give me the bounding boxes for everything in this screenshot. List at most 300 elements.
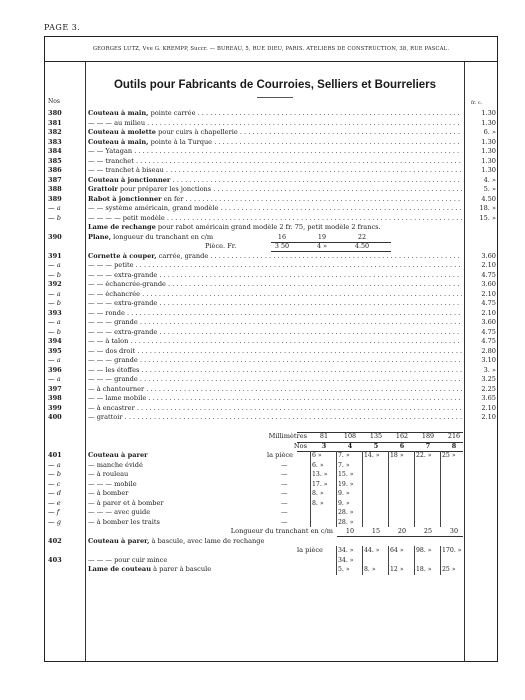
item-price: 1.30 [481, 156, 496, 165]
list-item [45, 413, 499, 423]
column-divider [414, 480, 415, 490]
item-number: 401 [48, 451, 62, 459]
catalog-list [45, 109, 499, 575]
list-item [45, 252, 499, 262]
item-description [88, 223, 462, 233]
column-divider [336, 480, 337, 490]
item-name: Plane, [88, 232, 112, 241]
item-description [88, 109, 462, 119]
item-description: — — à talon . . . [88, 337, 462, 347]
price-cell: 17. » [312, 480, 328, 488]
item-price: 3.65 [481, 394, 496, 402]
item-number: 389 [48, 194, 62, 203]
item-number: — b [48, 213, 61, 222]
item-description: — — système américain, grand modèle . . . [88, 204, 462, 214]
price-cell: 64 » [390, 547, 404, 554]
column-divider [440, 556, 441, 566]
item-price: 6. » [483, 128, 496, 136]
price-cell: 28. » [338, 509, 354, 516]
ditto-mark: — [281, 470, 288, 478]
price-cell: 12 » [390, 566, 404, 573]
list-item [45, 499, 499, 509]
column-divider [414, 499, 415, 509]
column-divider [388, 489, 389, 499]
column-divider [440, 489, 441, 499]
item-description: — — échancrée-grande . . . [88, 280, 462, 290]
plane-price-cell: 4.50 [354, 242, 370, 250]
column-divider [362, 508, 363, 518]
item-description: — — — grande . . . [88, 318, 462, 328]
plane-price-cell: 3 50 [274, 242, 290, 250]
company-header: GEORGES LUTZ, Vve G. KREMPP, Succr. — BUREAU, 5, RUE DIEU, PARIS. ATELIERS DE CONSTRUCTION, 38, RUE PASCAL. [92, 46, 450, 52]
item-number: — c [48, 479, 61, 488]
item-detail: pointe à la Turque [148, 137, 213, 146]
column-divider [388, 508, 389, 518]
list-item [45, 470, 499, 480]
item-description: — — — petite . . . [88, 261, 462, 271]
item-description: — — — extra-grande . . . [88, 299, 462, 309]
item-price: 4. » [483, 175, 496, 184]
column-divider [362, 518, 363, 528]
item-price: 2.10 [481, 308, 496, 317]
millimetre-cell: 162 [395, 432, 409, 440]
column-divider [336, 489, 337, 499]
bascule-price-row [45, 546, 499, 556]
millimetre-cell: 81 [319, 432, 329, 440]
column-divider [362, 470, 363, 480]
table-header-label: Millimètres [268, 432, 307, 440]
item-description: — à parer et à bomber [88, 498, 164, 507]
ditto-mark: — [281, 517, 288, 526]
column-divider [362, 461, 363, 471]
item-number: 381 [48, 118, 62, 127]
item-price: 4.75 [481, 337, 496, 345]
column-divider [414, 470, 415, 480]
column-divider [414, 556, 415, 566]
item-number: 392 [48, 280, 62, 288]
length-cell: 15 [371, 527, 381, 535]
price-cell: 9. » [338, 490, 350, 497]
item-price: 2.10 [481, 261, 496, 269]
item-detail: pour préparer les jonctions [117, 185, 212, 193]
price-cell: 170. » [442, 547, 462, 554]
item-name: Couteau à molette [88, 128, 156, 136]
column-divider [310, 508, 311, 518]
item-number: 380 [48, 109, 62, 117]
price-cell: 98. » [416, 547, 432, 554]
item-description: — à bomber les traits [88, 517, 160, 526]
column-divider [336, 451, 337, 461]
list-item [45, 318, 499, 328]
item-number: — e [48, 498, 61, 507]
item-number: 383 [48, 137, 62, 146]
item-number: 391 [48, 251, 62, 260]
column-divider [310, 499, 311, 509]
list-item [45, 451, 499, 461]
item-description [88, 252, 462, 262]
item-description [88, 537, 462, 547]
column-divider [310, 470, 311, 480]
item-number: — f [48, 508, 60, 516]
item-price: 1.30 [481, 147, 496, 155]
item-description: — — — au milieu . . . [88, 119, 462, 129]
length-cell: 30 [449, 527, 459, 535]
column-divider [388, 556, 389, 566]
price-cell: 13. » [312, 471, 328, 478]
list-item [45, 375, 499, 385]
item-price: 2.80 [481, 346, 496, 355]
item-description: — — ronde . . . [88, 309, 462, 319]
item-detail: carrée, grande [156, 251, 209, 260]
item-price: 2.10 [481, 413, 496, 421]
item-description: — grattoir . . . [88, 413, 462, 423]
millimetre-cell: 216 [447, 432, 461, 440]
list-item [45, 204, 499, 214]
item-price: 2.10 [481, 403, 496, 412]
table-header-label: Nos [293, 441, 307, 450]
item-number: 387 [48, 175, 62, 184]
item-price: 1.30 [481, 166, 496, 174]
list-item [45, 489, 499, 499]
item-price: 3.25 [481, 375, 496, 383]
item-price: 2.25 [481, 384, 496, 393]
catalog-page-frame [44, 36, 498, 662]
item-description: — — — avec guide [88, 508, 151, 516]
column-divider [336, 565, 337, 575]
unit-label: la pièce [297, 546, 323, 554]
column-divider [440, 518, 441, 528]
item-number: — a [48, 204, 61, 212]
item-number: 399 [48, 403, 62, 412]
column-divider [440, 480, 441, 490]
item-number: — b [48, 327, 61, 336]
column-divider [362, 451, 363, 461]
item-number: — b [48, 299, 61, 307]
column-divider [362, 546, 363, 556]
item-number: — a [48, 261, 61, 269]
column-divider [336, 461, 337, 471]
item-detail: à bascule, avec lame de rechange [149, 536, 265, 545]
item-price: 3.60 [481, 251, 496, 260]
column-divider [310, 461, 311, 471]
item-number: 388 [48, 185, 62, 193]
page-title: Outils pour Fabricants de Courroies, Selliers et Bourreliers [113, 79, 437, 91]
price-cell: 7. » [338, 461, 350, 469]
item-number: — a [48, 318, 61, 326]
price-cell: 34. » [338, 556, 354, 564]
item-name: Rabot à jonctionner [88, 194, 162, 203]
list-item [45, 565, 499, 575]
column-divider [414, 518, 415, 528]
price-cell: 25 » [442, 452, 456, 459]
plane-size-cell: 22 [357, 232, 367, 241]
ditto-mark: — [281, 508, 288, 516]
title-underline [257, 97, 293, 98]
item-number: 398 [48, 394, 62, 402]
item-number: 403 [48, 555, 62, 564]
column-divider [362, 565, 363, 575]
bascule-length-row [45, 527, 499, 537]
list-item [45, 480, 499, 490]
item-price: 5. » [483, 185, 496, 193]
item-number: — b [48, 470, 61, 478]
price-cell: 18 » [390, 452, 404, 459]
list-item [45, 119, 499, 129]
item-number: 384 [48, 147, 62, 155]
item-description [88, 176, 462, 186]
column-divider [310, 480, 311, 490]
list-item [45, 385, 499, 395]
list-item [45, 242, 499, 252]
item-description: — à encastrer . . . [88, 404, 462, 414]
item-price: 1.30 [481, 137, 496, 146]
column-divider [440, 451, 441, 461]
item-description: — à rouleau [88, 470, 129, 478]
item-name: Lame de couteau [88, 565, 151, 573]
item-description: — — — grande . . . [88, 356, 462, 366]
column-divider [310, 489, 311, 499]
item-description: — — lame mobile . . . [88, 394, 462, 404]
list-item [45, 337, 499, 347]
list-item [45, 356, 499, 366]
column-divider [414, 565, 415, 575]
item-number: 397 [48, 384, 62, 393]
length-cell: 10 [345, 527, 355, 535]
price-cell: 18. » [416, 566, 432, 573]
column-divider [414, 461, 415, 471]
column-divider [336, 546, 337, 556]
item-detail: pour rabot américain grand modèle 2 fr. 75, petit modèle 2 francs. [155, 223, 381, 231]
price-cell: 28. » [338, 518, 354, 526]
length-cell: 20 [397, 527, 407, 535]
nos-cell: 5 [373, 441, 379, 450]
item-number: — b [48, 270, 61, 279]
item-description: — — — — petit modèle . . . [88, 214, 462, 224]
price-cell: 9. » [338, 499, 350, 507]
nos-cell: 8 [451, 441, 457, 450]
parer-table-top-rule [297, 432, 463, 433]
item-description: — — tranchet . . . [88, 157, 462, 167]
plane-size-cell: 16 [277, 232, 287, 241]
list-item [45, 328, 499, 338]
item-description: — — Yatagan . . . [88, 147, 462, 157]
column-divider [440, 499, 441, 509]
list-item [45, 166, 499, 176]
column-divider [310, 518, 311, 528]
price-cell: 6. » [312, 461, 324, 469]
nos-cell: 7 [425, 441, 431, 450]
ditto-mark: — [281, 460, 288, 469]
list-item [45, 233, 499, 243]
parer-table-rule [297, 442, 463, 443]
header-rule [45, 61, 497, 62]
item-name: Lame de rechange [88, 223, 156, 231]
price-cell: 8. » [312, 499, 324, 507]
item-description: — — tranchet à biseau . . . [88, 166, 462, 176]
item-number: 393 [48, 308, 62, 317]
table-header-label: Longueur du tranchant en c/m [230, 527, 333, 535]
unit-label: la pièce [267, 451, 293, 459]
item-description: — — — grande . . . [88, 375, 462, 385]
item-number: 402 [48, 536, 62, 545]
column-divider [414, 546, 415, 556]
ditto-mark: — [281, 489, 288, 497]
price-cell: 34. » [338, 547, 354, 554]
price-cell: 15. » [338, 471, 354, 478]
column-divider [336, 556, 337, 566]
column-divider [414, 451, 415, 461]
column-divider [336, 499, 337, 509]
item-detail: pour cuirs à chapellerie [155, 128, 238, 136]
item-description: — — — extra-grande . . . [88, 271, 462, 281]
item-price: 1.30 [481, 109, 496, 117]
item-number: — g [48, 517, 61, 526]
column-divider [414, 508, 415, 518]
item-price: 3.60 [481, 318, 496, 326]
column-divider [362, 556, 363, 566]
column-divider [440, 508, 441, 518]
price-cell: 22. » [416, 452, 432, 459]
item-description [88, 128, 462, 138]
nos-cell: 6 [399, 441, 405, 450]
column-divider [310, 451, 311, 461]
item-description: — — dos droit . . . [88, 347, 462, 357]
item-description: — — échancrée . . . [88, 290, 462, 300]
list-item [45, 109, 499, 119]
item-detail: à parer à bascule [151, 565, 212, 573]
item-number: — d [48, 489, 61, 497]
price-cell: 8. » [312, 490, 324, 497]
column-divider [388, 470, 389, 480]
column-divider [388, 451, 389, 461]
column-divider [440, 546, 441, 556]
price-cell: 44. » [364, 547, 380, 554]
list-item [45, 508, 499, 518]
item-price: 2.10 [481, 289, 496, 298]
item-number: 385 [48, 156, 62, 165]
item-number: — a [48, 356, 61, 364]
item-price: 4.75 [481, 327, 496, 336]
column-divider [440, 565, 441, 575]
item-number: — a [48, 375, 61, 383]
item-price: 3.60 [481, 280, 496, 288]
list-item [45, 347, 499, 357]
column-divider [362, 489, 363, 499]
item-price: 4.50 [481, 194, 496, 203]
column-divider [336, 518, 337, 528]
list-item [45, 271, 499, 281]
price-cell: 19. » [338, 480, 354, 488]
price-cell: 7. » [338, 452, 350, 459]
list-item [45, 461, 499, 471]
item-price: 1.30 [481, 118, 496, 127]
list-item [45, 366, 499, 376]
item-description: — — — extra-grande . . . [88, 328, 462, 338]
column-divider [388, 518, 389, 528]
item-description: — à chantourner . . . [88, 385, 462, 395]
list-item [45, 394, 499, 404]
spacer [45, 423, 499, 433]
page-number: PAGE 3. [44, 23, 81, 32]
item-price: 15. » [479, 213, 496, 222]
millimetres-row [45, 432, 499, 442]
number-column-header: Nos [48, 98, 60, 105]
list-item [45, 404, 499, 414]
item-description: — à bomber [88, 489, 129, 497]
list-item [45, 299, 499, 309]
item-number: — a [48, 460, 61, 469]
column-divider [440, 470, 441, 480]
millimetre-cell: 189 [421, 432, 435, 440]
column-divider [388, 499, 389, 509]
column-divider [362, 480, 363, 490]
column-divider [336, 470, 337, 480]
nos-row [45, 442, 499, 452]
list-item [45, 128, 499, 138]
item-description: — manche évidé [88, 460, 143, 469]
item-number: 382 [48, 128, 62, 136]
column-divider [440, 461, 441, 471]
list-item [45, 223, 499, 233]
item-description: — — les étoffes . . . [88, 366, 462, 376]
item-price: 18. » [479, 204, 496, 212]
item-description [88, 185, 462, 195]
item-description: — — — mobile [88, 479, 137, 488]
list-item [45, 290, 499, 300]
list-item [45, 556, 499, 566]
price-cell: 14. » [364, 452, 380, 459]
nos-cell: 3 [321, 441, 327, 450]
list-item [45, 157, 499, 167]
plane-size-cell: 19 [317, 232, 327, 241]
column-divider [388, 461, 389, 471]
item-description: Pièce. Fr. [205, 242, 237, 250]
item-description [88, 138, 462, 148]
item-name: Couteau à main, [88, 109, 149, 117]
millimetre-cell: 108 [343, 432, 357, 440]
plane-price-cell: 4 » [316, 242, 327, 250]
item-price: 3.10 [481, 356, 496, 364]
item-name: Cornette à couper, [88, 251, 157, 260]
item-name: Couteau à parer [88, 451, 148, 459]
list-item [45, 138, 499, 148]
list-item [45, 185, 499, 195]
item-name: Couteau à main, [88, 137, 149, 146]
item-price: 3. » [483, 365, 496, 374]
list-item [45, 518, 499, 528]
item-detail: en fer [161, 194, 184, 203]
column-divider [388, 565, 389, 575]
price-cell: 6 » [312, 452, 322, 459]
list-item [45, 176, 499, 186]
price-cell: 8. » [364, 566, 376, 573]
item-detail: longueur du tranchant en c/m [111, 232, 214, 241]
column-divider [388, 480, 389, 490]
price-cell: 5. » [338, 566, 350, 573]
item-number: 395 [48, 346, 62, 355]
ditto-mark: — [281, 498, 288, 507]
item-price: 4.75 [481, 299, 496, 307]
item-number: 386 [48, 166, 62, 174]
nos-cell: 4 [347, 441, 353, 450]
list-item [45, 195, 499, 205]
list-item [45, 309, 499, 319]
item-name: Grattoir [88, 185, 118, 193]
column-divider [362, 499, 363, 509]
list-item [45, 214, 499, 224]
list-item [45, 537, 499, 547]
item-price: 4.75 [481, 270, 496, 279]
